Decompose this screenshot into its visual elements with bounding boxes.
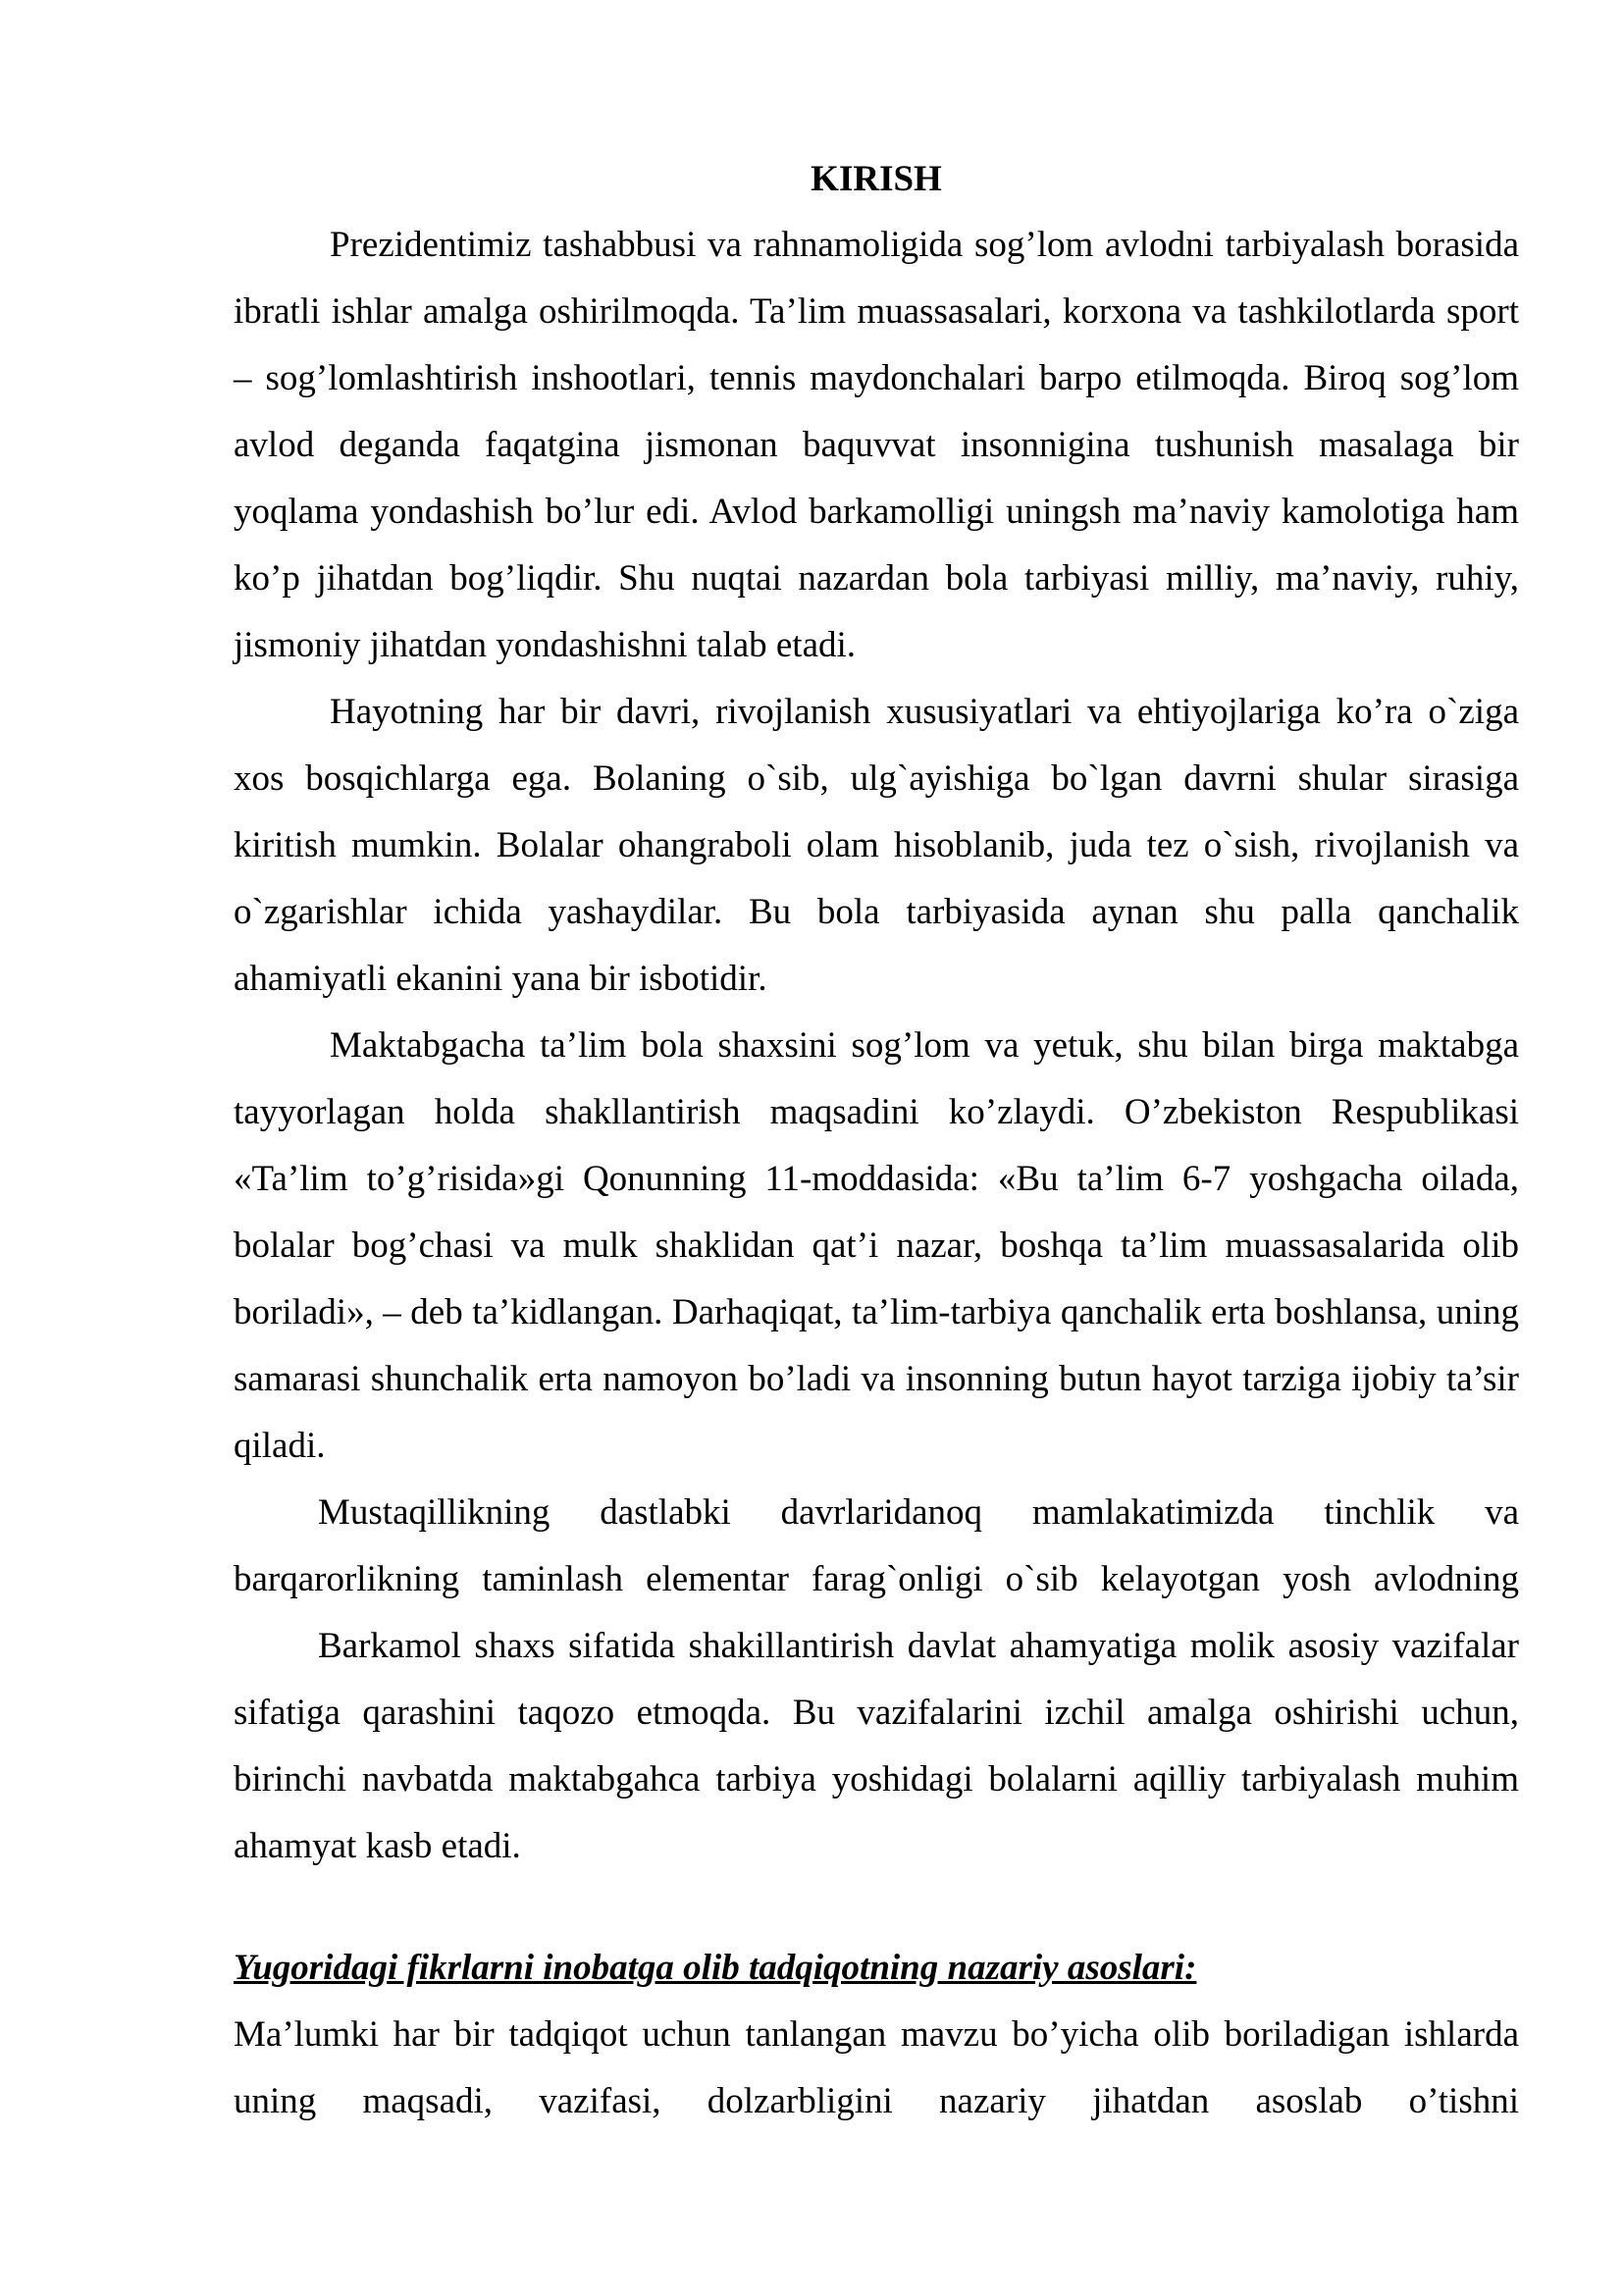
paragraph-5: Barkamol shaxs sifatida shakillantirish davlat ahamyatiga molik asosiy vazifalar sifatiga qarashini taqozo etmoqda. Bu vazifalarini izchil amalga oshirishi uchun, birinchi navbatda maktabgahca tarbiya yoshidagi bolalarni aqilliy tarbiyalash muhim ahamyat kasb etadi. <box>234 1626 1519 1866</box>
paragraph-2: Hayotning har bir davri, rivojlanish xususiyatlari va ehtiyojlariga ko’ra o`ziga xos bosqichlarga ega. Bolaning o`sib, ulg`ayishiga bo`lgan davrni shular sirasiga kiritish mumkin. Bolalar ohangraboli olam hisoblanib, juda tez o`sish, rivojlanish va o`zgarishlar ichida yashaydilar. Bu bola tarbiyasida aynan shu palla qanchalik ahamiyatli ekanini yana bir isbotidir. <box>234 692 1519 999</box>
page-title: KIRISH <box>811 159 942 199</box>
closing-paragraph: Ma’lumki har bir tadqiqot uchun tanlangan mavzu bo’yicha olib boriladigan ishlarda uning maqsadi, vazifasi, dolzarbligini nazariy jihatdan asoslab o’tishni <box>234 2014 1519 2121</box>
section-subheading: Yugoridagi fikrlarni inobatga olib tadqiqotning nazariy asoslari: <box>234 1948 1197 1988</box>
paragraph-4: Mustaqillikning dastlabki davrlaridanoq mamlakatimizda tinchlik va barqarorlikning taminlash elementar farag`onligi o`sib kelayotgan yosh avlodning <box>234 1492 1519 1599</box>
paragraph-1: Prezidentimiz tashabbusi va rahnamoligida sog’lom avlodni tarbiyalash borasida ibratli ishlar amalga oshirilmoqda. Ta’lim muassasalari, korxona va tashkilotlarda sport – sog’lomlashtirish inshootlari, tennis maydonchalari barpo etilmoqda. Biroq sog’lom avlod deganda faqatgina jismonan baquvvat insonnigina tushunish masalaga bir yoqlama yondashish bo’lur edi. Avlod barkamolligi uningsh ma’naviy kamolotiga ham ko’p jihatdan bog’liqdir. Shu nuqtai nazardan bola tarbiyasi milliy, ma’naviy, ruhiy, jismoniy jihatdan yondashishni talab etadi. <box>234 225 1519 665</box>
paragraph-3: Maktabgacha ta’lim bola shaxsini sog’lom va yetuk, shu bilan birga maktabga tayyorlagan holda shakllantirish maqsadini ko’zlaydi. O’zbekiston Respublikasi «Ta’lim to’g’risida»gi Qonunning 11-moddasida: «Bu ta’lim 6-7 yoshgacha oilada, bolalar bog’chasi va mulk shaklidan qat’i nazar, boshqa ta’lim muassasalarida olib boriladi», – deb ta’kidlangan. Darhaqiqat, ta’lim-tarbiya qanchalik erta boshlansa, uning samarasi shunchalik erta namoyon bo’ladi va insonning butun hayot tarziga ijobiy ta’sir qiladi. <box>234 1025 1519 1466</box>
document-page <box>234 147 1519 2135</box>
